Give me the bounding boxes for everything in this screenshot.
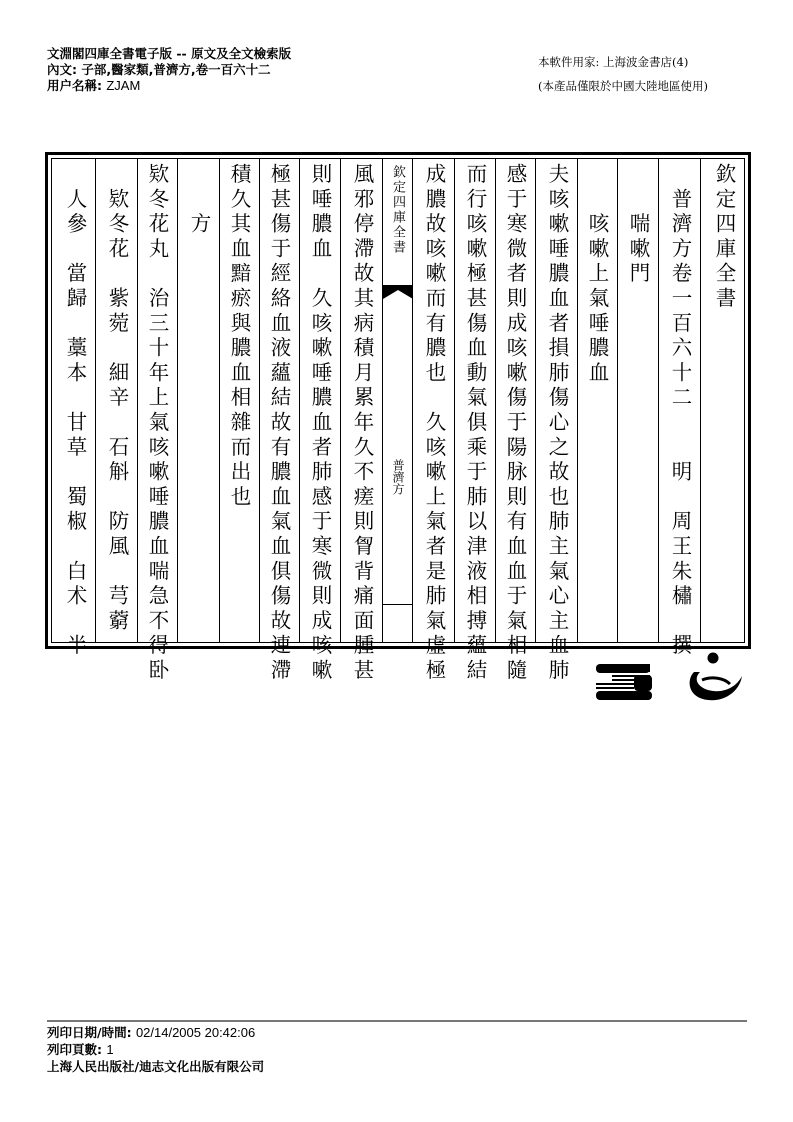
text-column-7	[454, 159, 495, 684]
column-text: 成膿故咳嗽而有膿也 久咳嗽上氣者是肺氣虛極	[422, 163, 446, 684]
user-line	[47, 78, 291, 94]
column-text: 感于寒微者則成咳嗽傷于陽脉則有血血于氣相隨	[503, 163, 527, 684]
text-column-8	[412, 159, 454, 684]
books-logo-icon	[590, 650, 750, 710]
document-header	[47, 46, 291, 94]
column-text: 而行咳嗽極甚傷血動氣俱乘于肺以津液相搏蘊結	[463, 163, 487, 684]
center-gutter	[382, 159, 412, 642]
column-text: 咳嗽上氣唾膿血	[585, 163, 609, 387]
user-name: ZJAM	[106, 78, 141, 93]
fish-tail-mark-icon	[383, 285, 412, 303]
text-column-13	[177, 159, 219, 642]
publisher-logo	[590, 650, 750, 710]
gutter-divider	[383, 604, 412, 605]
gutter-title-block	[383, 159, 412, 288]
user-label: 用户名稱:	[47, 78, 102, 93]
column-text: 則唾膿血 久咳嗽唾膿血者肺感于寒微則成咳嗽	[308, 163, 332, 684]
licensee-line: 本軟件用家: 上海波金書店(4)	[538, 55, 689, 69]
text-column-6	[495, 159, 535, 684]
document-footer	[47, 1024, 264, 1075]
column-text: 人參 當歸 藁本 甘草 蜀椒 白术 半	[63, 163, 87, 659]
column-text: 極甚傷于經絡血液蘊結故有膿血氣血俱傷故連滯	[267, 163, 291, 684]
gutter-title: 欽定四庫全書	[390, 165, 405, 255]
page-frame-inner	[51, 158, 745, 684]
print-datetime-label: 列印日期/時間:	[47, 1025, 132, 1040]
column-text: 普濟方卷一百六十二 明 周王朱橚 撰	[668, 163, 692, 659]
print-pages-label: 列印頁數:	[47, 1042, 102, 1057]
text-column-11	[259, 159, 299, 684]
text-column-2	[658, 159, 700, 659]
column-text: 夫咳嗽唾膿血者損肺傷心之故也肺主氣心主血肺	[545, 163, 569, 684]
print-datetime-line	[47, 1024, 264, 1041]
text-column-10	[299, 159, 340, 684]
gutter-book-label: 普濟方	[391, 459, 405, 495]
column-text: 欵冬花 紫菀 細辛 石斛 防風 芎藭	[105, 163, 129, 635]
column-text: 積久其血黯瘀與膿血相雜而出也	[227, 163, 251, 511]
text-column-12	[219, 159, 259, 642]
text-column-1	[700, 159, 744, 642]
license-info	[538, 50, 708, 98]
print-datetime-value: 02/14/2005 20:42:06	[135, 1025, 256, 1040]
text-column-15	[95, 159, 137, 642]
text-column-14	[137, 159, 177, 684]
content-path: 子部,醫家類,普濟方,卷一百六十二	[81, 62, 271, 77]
publisher-line: 上海人民出版社/迪志文化出版有限公司	[47, 1059, 265, 1074]
restriction-line: (本產品僅限於中國大陸地區使用)	[538, 79, 708, 93]
text-column-3	[617, 159, 658, 642]
text-column-4	[577, 159, 617, 642]
page-frame	[45, 152, 751, 684]
print-pages-value: 1	[106, 1042, 114, 1057]
edition-title: 文淵閣四庫全書電子版 -- 原文及全文檢索版	[47, 46, 292, 61]
column-text: 欵冬花丸 治三十年上氣咳嗽唾膿血喘急不得卧	[145, 163, 169, 684]
text-column-5	[535, 159, 577, 684]
footer-divider	[47, 1020, 747, 1022]
content-path-line	[47, 62, 291, 78]
column-text: 喘嗽門	[626, 163, 650, 287]
column-text: 欽定四庫全書	[712, 163, 736, 312]
print-pages-line	[47, 1041, 264, 1058]
column-text: 風邪停滯故其病積月累年久不瘥則胷背痛面腫甚	[350, 163, 374, 684]
column-text: 方	[187, 163, 211, 238]
content-label: 內文:	[47, 62, 77, 77]
text-column-9	[340, 159, 382, 684]
text-column-16	[52, 159, 95, 659]
